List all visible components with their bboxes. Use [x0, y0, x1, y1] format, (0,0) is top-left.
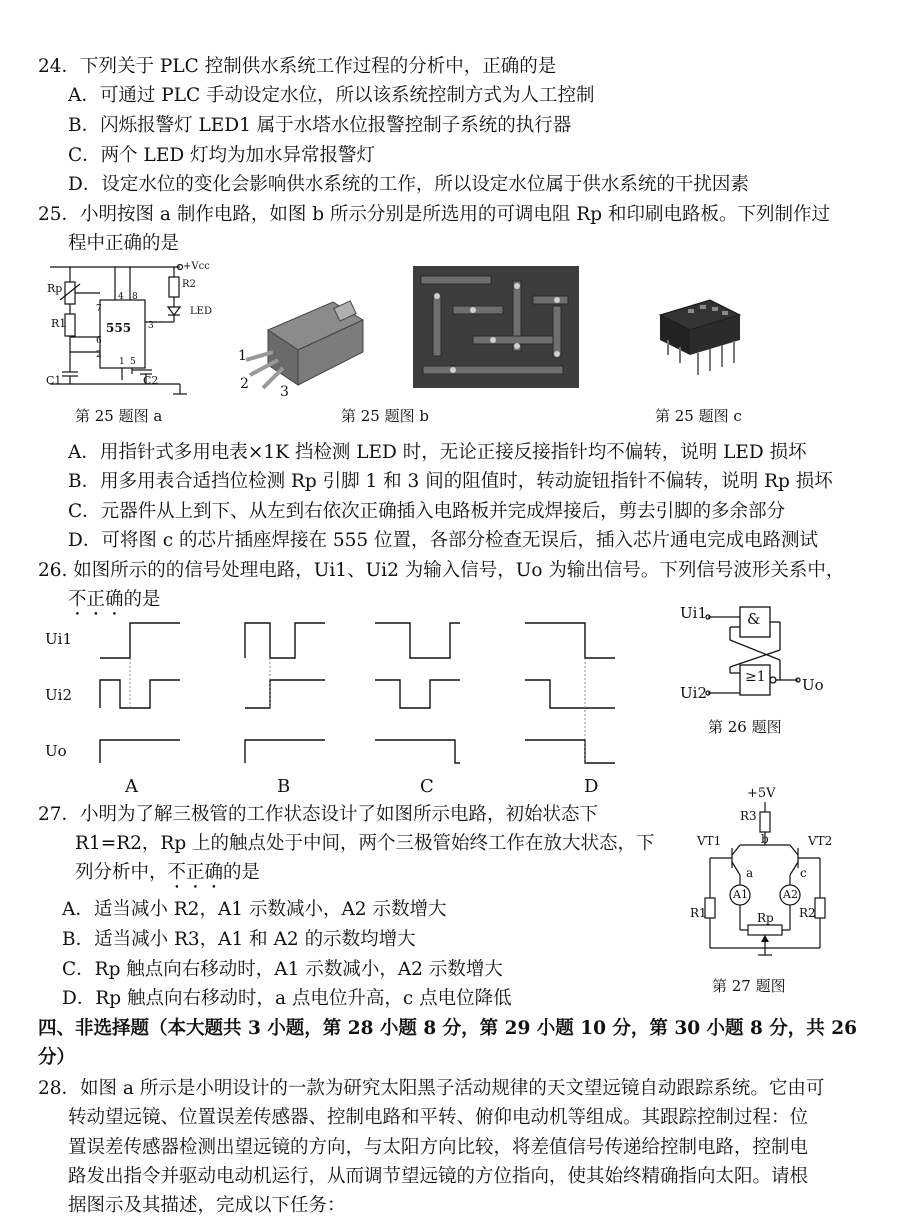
q25-rp-label: Rp: [47, 282, 63, 295]
q25-pin6: 6: [96, 336, 102, 346]
wave-a-ui2: [100, 680, 180, 708]
q27-vt1-label: VT1: [697, 834, 722, 848]
q27-stem-line1: 27．小明为了解三极管的工作状态设计了如图所示电路，初始状态下: [38, 804, 599, 825]
q25-c2-label: C2: [143, 374, 159, 387]
q25-chip-label: 555: [106, 321, 132, 335]
ammeter-a2: A2: [783, 888, 798, 901]
q25-r1-label: R1: [51, 317, 67, 330]
q25-circuit-diagram: [40, 262, 230, 402]
wave-a-uo: [100, 740, 180, 763]
q28-line4: 路发出指令并驱动电动机运行，从而调节望远镜的方位指向，使其始终精确指向太阳。请根: [68, 1166, 809, 1187]
q27-node-a: a: [746, 866, 754, 880]
q27-option-c: C．Rp 触点向右移动时，A1 示数减小，A2 示数增大: [62, 959, 503, 980]
q25-option-b: B．用多用表合适挡位检测 Rp 引脚 1 和 3 间的阻值时，转动旋钮指针不偏转，说明 Rp 损坏: [68, 471, 833, 492]
q27-node-b: b: [761, 832, 769, 846]
q25-c1-label: C1: [46, 374, 62, 387]
q25-option-a: A．用指针式多用电表×1K 挡检测 LED 时，无论正接反接指针均不偏转，说明 LED 损坏: [68, 442, 807, 463]
q27-rp-label: Rp: [757, 911, 774, 925]
wave-b-ui2: [245, 680, 325, 708]
q24-option-d: D．设定水位的变化会影响供水系统的工作，所以设定水位属于供水系统的干扰因素: [68, 174, 749, 195]
wave-d-ui1: [525, 623, 615, 658]
q27-option-a: A．适当减小 R2，A1 示数减小，A2 示数增大: [62, 899, 447, 920]
wave-b-uo: [245, 740, 325, 763]
q26-stem-line2: [68, 588, 161, 620]
choice-b: B: [277, 776, 291, 797]
choice-d: D: [584, 776, 599, 797]
q25-pin1: 1: [119, 357, 125, 367]
wave-d-uo: [525, 740, 615, 763]
q25-option-d: D．可将图 c 的芯片插座焊接在 555 位置，各部分检查无误后，插入芯片通电完成电路测试: [68, 530, 819, 551]
q28-line3: 置误差传感器检测出望远镜的方向，与太阳方向比较，将差值信号传递给控制电路，控制电: [68, 1137, 809, 1158]
q25-pin5: 5: [130, 357, 136, 367]
or-gate-symbol: ≥1: [745, 669, 766, 685]
q24-stem: 24．下列关于 PLC 控制供水系统工作过程的分析中，正确的是: [38, 56, 557, 77]
section4-heading-line2: 分）: [38, 1047, 76, 1068]
q27-transistor-circuit: [690, 790, 850, 960]
q27-stem-line2: R1=R2，Rp 上的触点处于中间，两个三极管始终工作在放大状态，下: [75, 833, 655, 854]
q25-pin3: 3: [148, 321, 154, 331]
wave-c-uo: [375, 740, 460, 763]
q26-stem-line1: 26. 如图所示的的信号处理电路，Ui1、Ui2 为输入信号，Uo 为输出信号。下列信号波形关系中，: [38, 560, 845, 581]
q27-option-d: D．Rp 触点向右移动时，a 点电位升高，c 点电位降低: [62, 988, 512, 1009]
q25-fig-b-caption: 第 25 题图 b: [341, 407, 429, 425]
wave-c-ui2: [375, 680, 460, 708]
q27-r3-label: R3: [740, 809, 757, 823]
wave-label-ui1: Ui1: [45, 630, 72, 648]
wave-c-ui1: [375, 623, 460, 658]
ammeter-a1: A1: [733, 888, 748, 901]
q25-led-label: LED: [190, 306, 212, 317]
q25-fig-a-caption: 第 25 题图 a: [75, 407, 163, 425]
pcb-photo: [413, 266, 579, 388]
wave-a-ui1: [100, 623, 180, 658]
q27-emphasis: 不正确: [167, 862, 224, 883]
q25-pin7: 7: [96, 304, 102, 314]
q25-vcc-label: +Vcc: [183, 261, 210, 272]
q27-stem-rest: 的是: [223, 862, 261, 883]
q25-pin8: 8: [132, 292, 138, 302]
q25-stem-line1: 25．小明按图 a 制作电路，如图 b 所示分别是所选用的可调电阻 Rp 和印刷电路板。下列制作过: [38, 204, 830, 225]
q24-option-c: C．两个 LED 灯均为加水异常报警灯: [68, 145, 376, 166]
q25-fig-c-caption: 第 25 题图 c: [655, 407, 742, 425]
q24-option-a: A．可通过 PLC 手动设定水位，所以该系统控制方式为人工控制: [68, 85, 595, 106]
q25-pin4: 4: [118, 292, 124, 302]
q27-node-c: c: [800, 866, 807, 880]
q27-stem-line3: [75, 861, 260, 893]
pot-pin-2: 2: [240, 376, 249, 392]
q26-stem-rest: 的是: [123, 589, 161, 610]
gate-input-ui2: Ui2: [680, 684, 707, 702]
q25-option-c: C．元器件从上到下、从左到右依次正确插入电路板并完成焊接后，剪去引脚的多余部分: [68, 501, 786, 522]
q26-emphasis: 不正确: [68, 589, 124, 610]
choice-c: C: [420, 776, 434, 797]
and-gate-symbol: &: [747, 610, 761, 628]
potentiometer-photo: [238, 290, 368, 400]
pot-pin-1: 1: [238, 348, 247, 364]
ic-socket-photo: [650, 295, 750, 385]
q27-r1-label: R1: [690, 906, 707, 920]
wave-b-ui1: [245, 623, 325, 658]
q27-5v-label: +5V: [747, 786, 776, 801]
q26-caption: 第 26 题图: [708, 718, 782, 736]
q27-r2-label: R2: [799, 906, 816, 920]
q27-caption: 第 27 题图: [712, 977, 786, 995]
q27-vt2-label: VT2: [808, 834, 833, 848]
gate-input-ui1: Ui1: [680, 604, 707, 622]
q25-stem-line2: 程中正确的是: [68, 233, 180, 254]
wave-label-ui2: Ui2: [45, 686, 72, 704]
q27-option-b: B．适当减小 R3，A1 和 A2 的示数均增大: [62, 929, 416, 950]
q28-line5: 据图示及其描述，完成以下任务：: [68, 1195, 346, 1216]
pot-pin-3: 3: [280, 384, 289, 400]
q28-line2: 转动望远镜、位置误差传感器、控制电路和平转、俯仰电动机等组成。其跟踪控制过程：位: [68, 1107, 809, 1128]
gate-output-uo: Uo: [802, 676, 824, 694]
choice-a: A: [125, 776, 138, 797]
q27-stem-pre: 列分析中，: [75, 862, 168, 883]
q26-waveforms: [70, 618, 670, 768]
q24-option-b: B．闪烁报警灯 LED1 属于水塔水位报警控制子系统的执行器: [68, 115, 572, 136]
section4-heading-line1: 四、非选择题（本大题共 3 小题，第 28 小题 8 分，第 29 小题 10 分，第 30 小题 8 分，共 26: [38, 1018, 857, 1039]
q25-r2-label: R2: [182, 279, 196, 290]
q28-line1: 28．如图 a 所示是小明设计的一款为研究太阳黑子活动规律的天文望远镜自动跟踪系统。它由可: [38, 1078, 825, 1099]
wave-label-uo: Uo: [45, 742, 67, 760]
wave-d-ui2: [525, 680, 615, 708]
q25-pin2: 2: [96, 350, 102, 360]
